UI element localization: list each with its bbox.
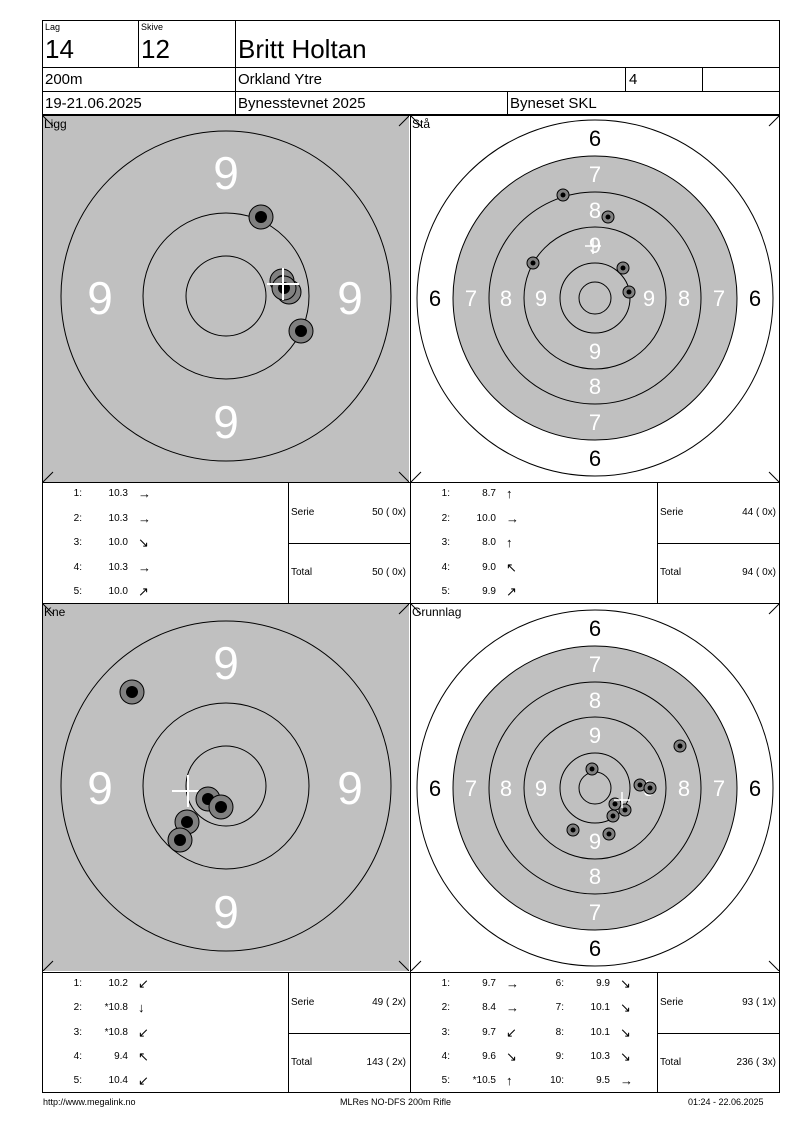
shot-number: 4:: [73, 1050, 82, 1062]
shot-number: 2:: [73, 1002, 82, 1014]
shot-number: 6:: [555, 978, 564, 989]
shot-direction-icon: →: [138, 510, 151, 526]
target-kne: [43, 604, 409, 971]
target-grunnlag: [411, 604, 779, 971]
shot-score: 8.4: [482, 1002, 496, 1014]
shot-score: 8.7: [482, 488, 496, 499]
serie-label: Serie: [660, 997, 684, 1008]
panel-title-kne: Kne: [44, 605, 66, 619]
svg-text:7: 7: [588, 900, 602, 925]
ring-label: 9: [87, 762, 113, 814]
serie-value: 50 ( 0x): [372, 507, 406, 518]
ring-label: 9: [213, 147, 239, 199]
total-label: Total: [291, 567, 313, 578]
svg-text:6: 6: [588, 936, 602, 961]
shot-direction-icon: ↘: [620, 1024, 631, 1040]
host-club: Byneset SKL: [510, 95, 597, 112]
shot-number: 5:: [73, 1075, 82, 1087]
shot-score: 10.3: [590, 1050, 610, 1062]
total-value: 143 ( 2x): [366, 1057, 406, 1068]
shot-number: 1:: [73, 488, 82, 499]
ring-label: 9: [337, 762, 363, 814]
svg-text:9: 9: [588, 339, 602, 364]
svg-text:8: 8: [499, 286, 513, 311]
shot-marker: [623, 286, 635, 298]
svg-text:6: 6: [748, 776, 762, 801]
svg-text:8: 8: [588, 688, 602, 713]
shot-marker: [168, 828, 192, 852]
shot-number: 5:: [441, 1075, 450, 1087]
shot-direction-icon: ↖: [506, 559, 517, 575]
distance: 200m: [45, 71, 83, 88]
shot-direction-icon: ↙: [138, 976, 149, 991]
club: Orkland Ytre: [238, 71, 322, 88]
serie-label: Serie: [291, 507, 315, 518]
shot-score: 9.9: [596, 978, 610, 989]
dates: 19-21.06.2025: [45, 95, 142, 112]
svg-text:6: 6: [588, 126, 602, 151]
shot-marker: [209, 795, 233, 819]
shot-direction-icon: →: [506, 510, 519, 526]
shot-direction-icon: ↙: [506, 1024, 517, 1040]
panel-title-sta: Stå: [412, 117, 431, 131]
shot-score: 9.5: [596, 1075, 610, 1087]
total-value: 236 ( 3x): [736, 1057, 776, 1068]
shot-direction-icon: ↗: [506, 584, 517, 599]
panel-title-ligg: Ligg: [44, 117, 67, 131]
shot-score: 10.2: [108, 978, 128, 989]
shot-score: *10.8: [104, 1026, 128, 1038]
shot-score: 9.7: [482, 1026, 496, 1038]
shot-marker: [602, 211, 614, 223]
svg-text:6: 6: [588, 616, 602, 641]
shot-number: 3:: [73, 1026, 82, 1038]
svg-text:7: 7: [712, 776, 726, 801]
shot-number: 3:: [73, 537, 82, 548]
shot-number: 4:: [73, 561, 82, 573]
shot-score: 9.6: [482, 1050, 496, 1062]
svg-text:6: 6: [428, 776, 442, 801]
lag-label: Lag: [45, 22, 61, 32]
shot-score: 10.3: [108, 561, 128, 573]
serie-value: 44 ( 0x): [742, 507, 776, 518]
svg-text:7: 7: [588, 162, 602, 187]
shot-direction-icon: ↘: [620, 1000, 631, 1016]
total-label: Total: [660, 567, 682, 578]
ring-label: 9: [337, 272, 363, 324]
shot-direction-icon: →: [138, 486, 151, 501]
shot-score: 9.4: [114, 1050, 128, 1062]
shot-number: 9:: [555, 1050, 564, 1062]
shot-number: 1:: [441, 488, 450, 499]
svg-text:8: 8: [677, 286, 691, 311]
shot-number: 4:: [441, 1050, 450, 1062]
shooter-name: Britt Holtan: [238, 34, 367, 64]
shot-score: 9.0: [482, 561, 496, 573]
svg-text:6: 6: [428, 286, 442, 311]
svg-text:8: 8: [588, 864, 602, 889]
shot-number: 3:: [441, 537, 450, 548]
shot-score: 8.0: [482, 537, 496, 548]
shot-score: 10.0: [108, 537, 128, 548]
serie-value: 49 ( 2x): [372, 997, 406, 1008]
footer-url[interactable]: http://www.megalink.no: [43, 1097, 136, 1107]
shot-score: 10.0: [108, 586, 128, 597]
shot-direction-icon: ↗: [138, 584, 149, 599]
shot-marker: [603, 828, 615, 840]
shot-score: 9.7: [482, 978, 496, 989]
shot-marker: [617, 262, 629, 274]
shot-number: 2:: [73, 512, 82, 524]
svg-text:7: 7: [712, 286, 726, 311]
ring-label: 9: [213, 886, 239, 938]
serie-label: Serie: [291, 997, 315, 1008]
shot-score: 10.1: [590, 1026, 610, 1038]
shot-score: 10.0: [476, 512, 496, 524]
target-sta: [411, 116, 779, 482]
shot-score: 10.3: [108, 488, 128, 499]
shot-number: 1:: [441, 978, 450, 989]
svg-text:6: 6: [588, 446, 602, 471]
shot-direction-icon: ↘: [506, 1048, 517, 1064]
shot-direction-icon: →: [506, 1000, 519, 1016]
shot-number: 3:: [441, 1026, 450, 1038]
shot-marker: [586, 763, 598, 775]
svg-text:9: 9: [588, 723, 602, 748]
footer-timestamp: 01:24 - 22.06.2025: [688, 1097, 764, 1107]
total-value: 50 ( 0x): [372, 567, 406, 578]
svg-text:8: 8: [588, 374, 602, 399]
svg-text:8: 8: [588, 198, 602, 223]
target-ligg: [43, 116, 409, 482]
shot-direction-icon: ↑: [506, 486, 513, 501]
svg-text:7: 7: [588, 652, 602, 677]
shot-number: 7:: [555, 1002, 564, 1014]
shot-direction-icon: ↑: [506, 535, 513, 550]
panel-title-grunnlag: Grunnlag: [412, 605, 462, 619]
svg-text:6: 6: [748, 286, 762, 311]
shot-number: 2:: [441, 1002, 450, 1014]
shot-score: *10.5: [472, 1075, 496, 1087]
shot-direction-icon: ↘: [620, 976, 631, 991]
shot-direction-icon: ↙: [138, 1024, 149, 1040]
skive-label: Skive: [141, 22, 164, 32]
event-name: Bynesstevnet 2025: [238, 95, 366, 112]
shot-direction-icon: ↙: [138, 1073, 149, 1089]
svg-text:9: 9: [642, 286, 656, 311]
shot-number: 4:: [441, 561, 450, 573]
shot-score: 10.4: [108, 1075, 128, 1087]
svg-text:9: 9: [588, 233, 602, 258]
shot-number: 2:: [441, 512, 450, 524]
svg-text:8: 8: [499, 776, 513, 801]
shot-score: 10.1: [590, 1002, 610, 1014]
shot-score: 9.9: [482, 586, 496, 597]
shot-marker: [557, 189, 569, 201]
shot-marker: [120, 680, 144, 704]
shot-score: *10.8: [104, 1002, 128, 1014]
shot-marker: [289, 319, 313, 343]
shot-number: 10:: [550, 1075, 564, 1087]
ring-label: 9: [87, 272, 113, 324]
shot-direction-icon: ↑: [506, 1073, 513, 1089]
shot-direction-icon: →: [506, 976, 519, 991]
skive-value: 12: [141, 34, 170, 64]
shot-direction-icon: ↖: [138, 1048, 149, 1064]
shot-marker: [527, 257, 539, 269]
shot-score: 10.3: [108, 512, 128, 524]
lag-value: 14: [45, 34, 74, 64]
serie-value: 93 ( 1x): [742, 997, 776, 1008]
shot-number: 5:: [441, 586, 450, 597]
svg-text:7: 7: [588, 410, 602, 435]
shot-marker: [567, 824, 579, 836]
shot-number: 5:: [73, 586, 82, 597]
shot-direction-icon: →: [620, 1073, 633, 1089]
ring-label: 9: [213, 637, 239, 689]
shot-direction-icon: ↘: [620, 1048, 631, 1064]
shot-marker: [607, 810, 619, 822]
shot-direction-icon: ↓: [138, 1000, 145, 1016]
shot-marker: [674, 740, 686, 752]
svg-text:9: 9: [534, 286, 548, 311]
svg-text:7: 7: [464, 776, 478, 801]
svg-text:9: 9: [588, 829, 602, 854]
svg-text:9: 9: [534, 776, 548, 801]
total-value: 94 ( 0x): [742, 567, 776, 578]
class: 4: [629, 71, 638, 88]
shot-direction-icon: →: [138, 559, 151, 575]
svg-text:8: 8: [677, 776, 691, 801]
serie-label: Serie: [660, 507, 684, 518]
footer-program: MLRes NO-DFS 200m Rifle: [340, 1097, 452, 1107]
ring-label: 9: [213, 396, 239, 448]
shot-marker: [644, 782, 656, 794]
total-label: Total: [660, 1057, 682, 1068]
shot-direction-icon: ↘: [138, 535, 149, 550]
shot-marker: [249, 205, 273, 229]
shot-marker: [619, 804, 631, 816]
shot-number: 8:: [555, 1026, 564, 1038]
total-label: Total: [291, 1057, 313, 1068]
shot-number: 1:: [73, 978, 82, 989]
svg-text:7: 7: [464, 286, 478, 311]
